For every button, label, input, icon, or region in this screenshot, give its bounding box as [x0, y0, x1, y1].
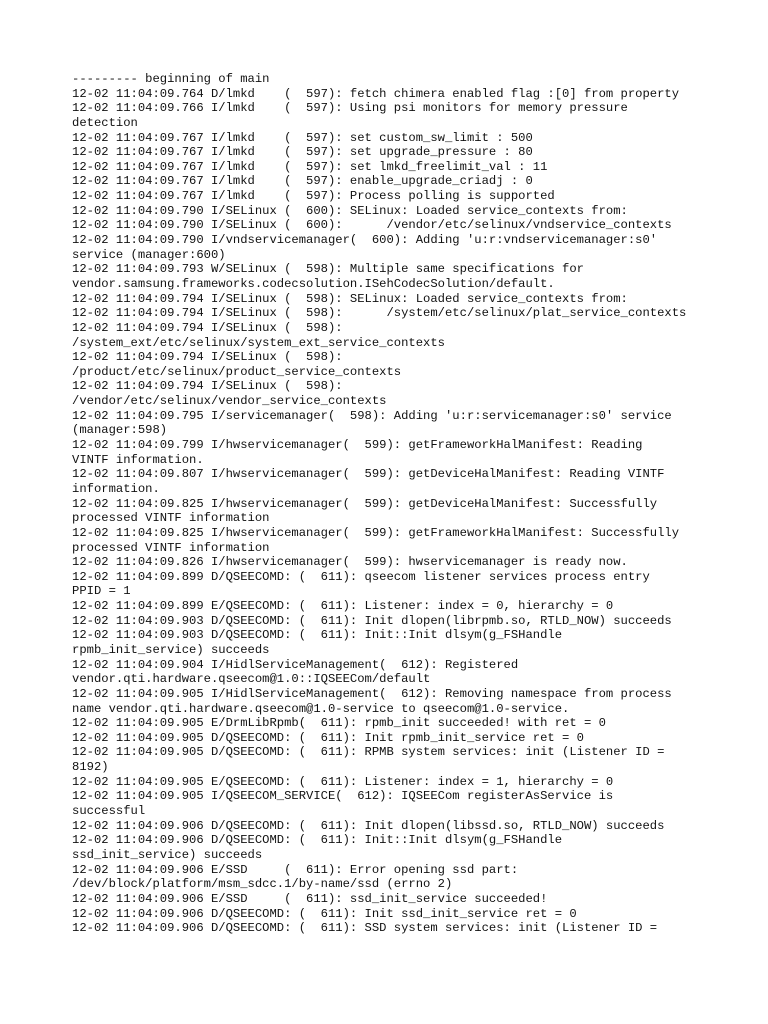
log-line: 12-02 11:04:09.793 W/SELinux ( 598): Multiple same specifications for	[72, 262, 584, 277]
log-line: 12-02 11:04:09.767 I/lmkd ( 597): set custom_sw_limit : 500	[72, 130, 533, 145]
log-line: 12-02 11:04:09.790 I/SELinux ( 600): /vendor/etc/selinux/vndservice_contexts	[72, 218, 672, 233]
log-line: 12-02 11:04:09.906 D/QSEECOMD: ( 611): Init::Init dlsym(g_FSHandle	[72, 833, 563, 848]
log-line: 12-02 11:04:09.790 I/SELinux ( 600): SELinux: Loaded service_contexts from:	[72, 203, 628, 218]
log-line: 12-02 11:04:09.764 D/lmkd ( 597): fetch chimera enabled flag :[0] from property	[72, 86, 680, 101]
log-line: service (manager:600)	[72, 247, 226, 262]
log-line: 12-02 11:04:09.799 I/hwservicemanager( 599): getFrameworkHalManifest: Reading	[72, 438, 643, 453]
log-line: 12-02 11:04:09.795 I/servicemanager( 598): Adding 'u:r:servicemanager:s0' service	[72, 408, 672, 423]
log-line: 12-02 11:04:09.794 I/SELinux ( 598):	[72, 350, 343, 365]
log-line: 12-02 11:04:09.906 D/QSEECOMD: ( 611): SSD system services: init (Listener ID =	[72, 921, 658, 936]
log-line: 12-02 11:04:09.767 I/lmkd ( 597): set lmkd_freelimit_val : 11	[72, 159, 548, 174]
log-line: 12-02 11:04:09.905 D/QSEECOMD: ( 611): Init rpmb_init_service ret = 0	[72, 730, 584, 745]
log-line: 12-02 11:04:09.825 I/hwservicemanager( 599): getDeviceHalManifest: Successfully	[72, 496, 658, 511]
log-line: 8192)	[72, 760, 109, 775]
log-line: VINTF information.	[72, 452, 204, 467]
log-line: 12-02 11:04:09.766 I/lmkd ( 597): Using psi monitors for memory pressure	[72, 101, 628, 116]
log-text-block	[72, 72, 702, 936]
log-line: 12-02 11:04:09.794 I/SELinux ( 598): /system/etc/selinux/plat_service_contexts	[72, 306, 687, 321]
log-line: 12-02 11:04:09.905 D/QSEECOMD: ( 611): RPMB system services: init (Listener ID =	[72, 745, 665, 760]
log-line: 12-02 11:04:09.826 I/hwservicemanager( 599): hwservicemanager is ready now.	[72, 555, 628, 570]
log-line: 12-02 11:04:09.906 D/QSEECOMD: ( 611): Init ssd_init_service ret = 0	[72, 906, 577, 921]
log-line: 12-02 11:04:09.807 I/hwservicemanager( 599): getDeviceHalManifest: Reading VINTF	[72, 467, 665, 482]
log-line: 12-02 11:04:09.905 I/QSEECOM_SERVICE( 612): IQSEECom registerAsService is	[72, 789, 614, 804]
log-line: 12-02 11:04:09.794 I/SELinux ( 598): SELinux: Loaded service_contexts from:	[72, 291, 628, 306]
log-line: 12-02 11:04:09.794 I/SELinux ( 598):	[72, 320, 343, 335]
log-line: processed VINTF information	[72, 540, 270, 555]
log-line: 12-02 11:04:09.906 E/SSD ( 611): ssd_init_service succeeded!	[72, 891, 548, 906]
log-line: 12-02 11:04:09.899 D/QSEECOMD: ( 611): qseecom listener services process entry	[72, 569, 650, 584]
log-line: 12-02 11:04:09.903 D/QSEECOMD: ( 611): Init dlopen(librpmb.so, RTLD_NOW) succeeds	[72, 613, 672, 628]
log-line: /dev/block/platform/msm_sdcc.1/by-name/ssd (errno 2)	[72, 877, 453, 892]
log-line: 12-02 11:04:09.904 I/HidlServiceManagement( 612): Registered	[72, 657, 519, 672]
log-line: --------- beginning of main	[72, 72, 270, 86]
log-line: /system_ext/etc/selinux/system_ext_service_contexts	[72, 335, 445, 350]
log-line: processed VINTF information	[72, 511, 270, 526]
log-line: 12-02 11:04:09.767 I/lmkd ( 597): enable_upgrade_criadj : 0	[72, 174, 533, 189]
log-line: detection	[72, 115, 138, 130]
log-line: 12-02 11:04:09.905 E/QSEECOMD: ( 611): Listener: index = 1, hierarchy = 0	[72, 774, 614, 789]
log-line: PPID = 1	[72, 584, 131, 599]
log-line: vendor.qti.hardware.qseecom@1.0::IQSEECom/default	[72, 672, 431, 687]
log-line: 12-02 11:04:09.906 D/QSEECOMD: ( 611): Init dlopen(libssd.so, RTLD_NOW) succeeds	[72, 818, 665, 833]
log-line: 12-02 11:04:09.899 E/QSEECOMD: ( 611): Listener: index = 0, hierarchy = 0	[72, 599, 614, 614]
log-line: 12-02 11:04:09.767 I/lmkd ( 597): set upgrade_pressure : 80	[72, 145, 533, 160]
log-line: 12-02 11:04:09.767 I/lmkd ( 597): Process polling is supported	[72, 189, 555, 204]
log-line: 12-02 11:04:09.825 I/hwservicemanager( 599): getFrameworkHalManifest: Successfully	[72, 525, 680, 540]
log-line: 12-02 11:04:09.905 I/HidlServiceManagement( 612): Removing namespace from process	[72, 686, 672, 701]
log-line: 12-02 11:04:09.905 E/DrmLibRpmb( 611): rpmb_init succeeded! with ret = 0	[72, 716, 606, 731]
log-line: name vendor.qti.hardware.qseecom@1.0-service to qseecom@1.0-service.	[72, 701, 570, 716]
log-line: rpmb_init_service) succeeds	[72, 642, 270, 657]
log-line: (manager:598)	[72, 423, 168, 438]
log-line: vendor.samsung.frameworks.codecsolution.ISehCodecSolution/default.	[72, 276, 555, 291]
log-line: 12-02 11:04:09.794 I/SELinux ( 598):	[72, 379, 343, 394]
log-line: successful	[72, 804, 146, 819]
log-line: 12-02 11:04:09.790 I/vndservicemanager( 600): Adding 'u:r:vndservicemanager:s0'	[72, 233, 658, 248]
log-line: 12-02 11:04:09.906 E/SSD ( 611): Error opening ssd part:	[72, 862, 519, 877]
log-line: ssd_init_service) succeeds	[72, 847, 263, 862]
log-line: /product/etc/selinux/product_service_contexts	[72, 364, 402, 379]
log-line: /vendor/etc/selinux/vendor_service_contexts	[72, 394, 387, 409]
log-line: 12-02 11:04:09.903 D/QSEECOMD: ( 611): Init::Init dlsym(g_FSHandle	[72, 628, 563, 643]
log-line: information.	[72, 481, 160, 496]
